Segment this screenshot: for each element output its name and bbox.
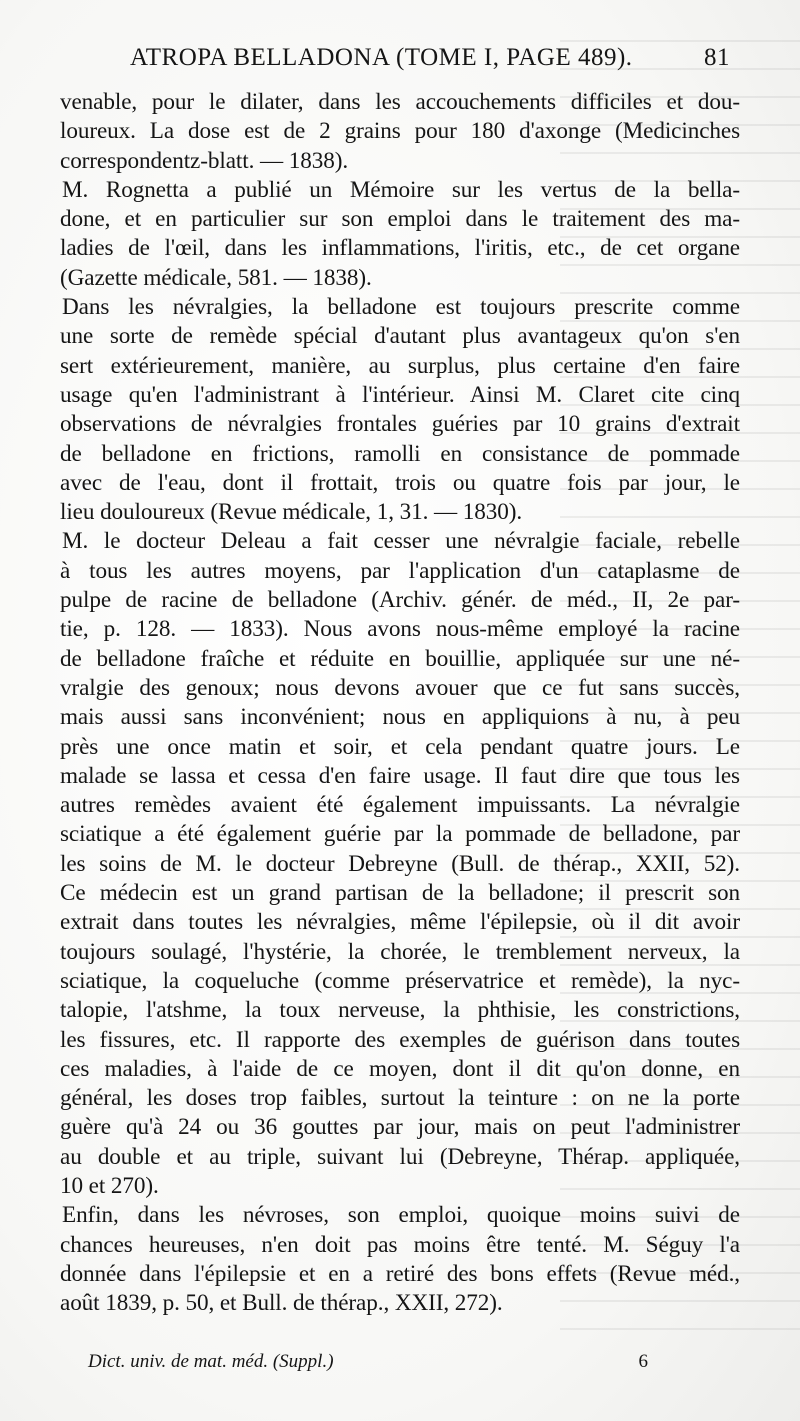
text-line: lieu douloureux (Revue médicale, 1, 31. — 1830). (60, 499, 523, 526)
text-line: venable, pour le dilater, dans les accouchements difficiles et dou- (60, 89, 740, 115)
text-line: guère qu'à 24 ou 36 gouttes par jour, mais on peut l'administrer (60, 1114, 740, 1141)
text-line: ces maladies, à l'aide de ce moyen, dont il dit qu'on donne, en (60, 1055, 740, 1082)
footer (88, 1351, 668, 1373)
text-line: malade se lassa et cessa d'en faire usage. Il faut dire que tous les (60, 762, 740, 789)
text-line: usage qu'en l'administrant à l'intérieur. Ainsi M. Claret cite cinq (60, 381, 740, 408)
text-line: autres remèdes avaient été également impuissants. La névralgie (60, 792, 740, 819)
text-line: M. Rognetta a publié un Mémoire sur les vertus de la bella- (62, 176, 740, 203)
signature-mark: 6 (638, 1351, 648, 1372)
text-line: général, les doses trop faibles, surtout la teinture : on ne la porte (60, 1085, 740, 1112)
text-line: une sorte de remède spécial d'autant plus avantageux qu'on s'en (60, 323, 740, 350)
text-line: de belladone en frictions, ramolli en consistance de pommade (60, 440, 740, 467)
text-line: de belladone fraîche et réduite en bouillie, appliquée sur une né- (60, 645, 740, 672)
text-line: ladies de l'œil, dans les inflammations, l'iritis, etc., de cet organe (60, 235, 740, 262)
text-line: mais aussi sans inconvénient; nous en appliquions à nu, à peu (60, 704, 740, 731)
text-line: Dans les névralgies, la belladone est toujours prescrite comme (62, 294, 740, 321)
text-line: 10 et 270). (60, 1172, 159, 1199)
running-title: ATROPA BELLADONA (TOME I, PAGE 489). (130, 44, 633, 71)
text-line: talopie, l'atshme, la toux nerveuse, la phthisie, les constrictions, (60, 997, 740, 1024)
text-line: loureux. La dose est de 2 grains pour 180 d'axonge (Medicinches (60, 118, 740, 145)
footer-source: Dict. univ. de mat. méd. (Suppl.) (88, 1351, 334, 1372)
text-line: toujours soulagé, l'hystérie, la chorée, le tremblement nerveux, la (60, 938, 740, 965)
text-line: pulpe de racine de belladone (Archiv. génér. de méd., II, 2e par- (60, 587, 740, 614)
text-line: sciatique, la coqueluche (comme préservatrice et remède), la nyc- (60, 967, 740, 994)
body-text (60, 88, 740, 1318)
text-line: (Gazette médicale, 581. — 1838). (60, 264, 372, 291)
text-line: au double et au triple, suivant lui (Debreyne, Thérap. appliquée, (60, 1143, 740, 1170)
text-line: M. le docteur Deleau a fait cesser une névralgie faciale, rebelle (62, 528, 740, 555)
text-line: donnée dans l'épilepsie et en a retiré des bons effets (Revue méd., (60, 1260, 740, 1287)
text-line: les soins de M. le docteur Debreyne (Bull. de thérap., XXII, 52). (60, 850, 740, 877)
text-line: près une once matin et soir, et cela pendant quatre jours. Le (60, 733, 740, 760)
text-line: chances heureuses, n'en doit pas moins être tenté. M. Séguy l'a (60, 1231, 740, 1258)
text-line: vralgie des genoux; nous devons avouer que ce fut sans succès, (60, 674, 740, 701)
text-line: avec de l'eau, dont il frottait, trois ou quatre fois par jour, le (60, 469, 740, 496)
text-line: observations de névralgies frontales guéries par 10 grains d'extrait (60, 411, 740, 438)
text-line: tie, p. 128. — 1833). Nous avons nous-même employé la racine (60, 616, 740, 643)
page-number: 81 (704, 44, 730, 71)
text-line: sciatique a été également guérie par la pommade de belladone, par (60, 821, 740, 848)
text-line: les fissures, etc. Il rapporte des exemples de guérison dans toutes (60, 1026, 740, 1053)
running-header (130, 44, 730, 80)
text-line: correspondentz-blatt. — 1838). (60, 147, 349, 174)
text-line: Ce médecin est un grand partisan de la belladone; il prescrit son (60, 880, 740, 907)
text-line: à tous les autres moyens, par l'application d'un cataplasme de (60, 557, 740, 584)
text-line: août 1839, p. 50, et Bull. de thérap., XXII, 272). (60, 1290, 503, 1317)
text-line: Enfin, dans les névroses, son emploi, quoique moins suivi de (62, 1202, 740, 1229)
text-line: done, et en particulier sur son emploi dans le traitement des ma- (60, 206, 740, 233)
text-line: extrait dans toutes les névralgies, même l'épilepsie, où il dit avoir (60, 909, 740, 936)
text-line: sert extérieurement, manière, au surplus, plus certaine d'en faire (60, 352, 740, 379)
